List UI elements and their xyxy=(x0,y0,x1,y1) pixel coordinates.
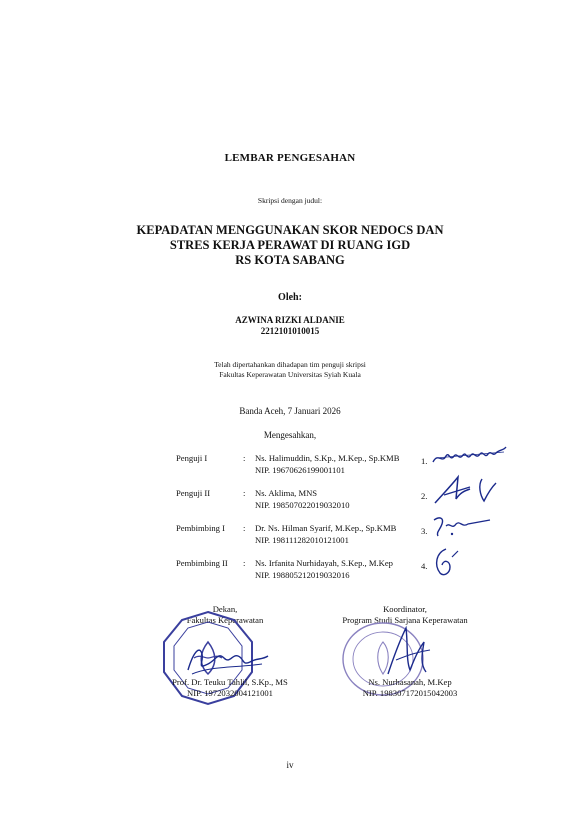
examiner-name: Ns. Aklima, MNS xyxy=(255,488,318,498)
signature-2-icon xyxy=(430,473,510,507)
approved-label: Mengesahkan, xyxy=(263,430,317,440)
defense-line-1: Telah dipertahankan dihadapan tim penguji skripsi xyxy=(214,360,366,369)
examiner-colon: : xyxy=(243,523,246,533)
signature-number: 1. xyxy=(421,456,428,466)
defense-statement xyxy=(0,360,580,380)
thesis-title-line-1: KEPADATAN MENGGUNAKAN SKOR NEDOCS DAN xyxy=(136,223,444,237)
coordinator-signature-icon xyxy=(378,620,438,680)
author-name: AZWINA RIZKI ALDANIE xyxy=(235,315,345,325)
coordinator-title: Koordinator, xyxy=(383,604,427,614)
examiner-name: Ns. Irfanita Nurhidayah, S.Kep., M.Kep xyxy=(255,558,393,568)
dean-nip: NIP. 1972032004121001 xyxy=(187,688,273,698)
examiner-nip: NIP. 198111282010121001 xyxy=(255,535,349,545)
page-subheading: Skripsi dengan judul: xyxy=(257,196,323,205)
examiner-role: Penguji I xyxy=(176,453,208,463)
examiner-nip: NIP. 198507022019032010 xyxy=(255,500,350,510)
coordinator-name: Ns. Nurhasanah, M.Kep xyxy=(368,677,452,687)
examiner-role: Pembimbing I xyxy=(176,523,225,533)
signature-number: 3. xyxy=(421,526,428,536)
coordinator-signatory xyxy=(330,677,490,699)
coordinator-nip: NIP. 198307172015042003 xyxy=(362,688,458,698)
examiner-name: Ns. Halimuddin, S.Kp., M.Kep., Sp.KMB xyxy=(255,453,400,463)
dean-name: Prof. Dr. Teuku Tahlil, S.Kp., MS xyxy=(172,677,288,687)
signature-4-icon xyxy=(428,545,468,579)
author-id: 2212101010015 xyxy=(260,326,320,336)
by-label: Oleh: xyxy=(278,292,302,303)
thesis-title xyxy=(0,223,580,268)
signature-number: 2. xyxy=(421,491,428,501)
dean-faculty: Fakultas Keperawatan xyxy=(186,615,264,625)
place-date: Banda Aceh, 7 Januari 2026 xyxy=(239,406,341,416)
examiner-colon: : xyxy=(243,453,246,463)
examiner-role: Pembimbing II xyxy=(176,558,228,568)
examiner-nip: NIP. 19670626199001101 xyxy=(255,465,345,475)
page-heading: LEMBAR PENGESAHAN xyxy=(224,152,356,164)
page-number: iv xyxy=(286,760,294,770)
dean-title: Dekan, xyxy=(212,604,238,614)
dean-signatory xyxy=(140,677,320,699)
examiner-colon: : xyxy=(243,558,246,568)
signature-3-icon xyxy=(430,512,500,542)
thesis-title-line-2: STRES KERJA PERAWAT DI RUANG IGD xyxy=(169,238,411,252)
examiner-colon: : xyxy=(243,488,246,498)
examiner-nip: NIP. 198805212019032016 xyxy=(255,570,350,580)
examiner-role: Penguji II xyxy=(176,488,211,498)
author-block xyxy=(0,315,580,337)
thesis-title-line-3: RS KOTA SABANG xyxy=(235,253,345,267)
defense-line-2: Fakultas Keperawatan Universitas Syiah Kuala xyxy=(219,370,361,379)
coordinator-program: Program Studi Sarjana Keperawatan xyxy=(342,615,468,625)
signature-number: 4. xyxy=(421,561,428,571)
dean-signature-icon xyxy=(182,640,272,680)
signature-1-icon xyxy=(430,442,510,468)
examiner-name: Dr. Ns. Hilman Syarif, M.Kep., Sp.KMB xyxy=(255,523,397,533)
